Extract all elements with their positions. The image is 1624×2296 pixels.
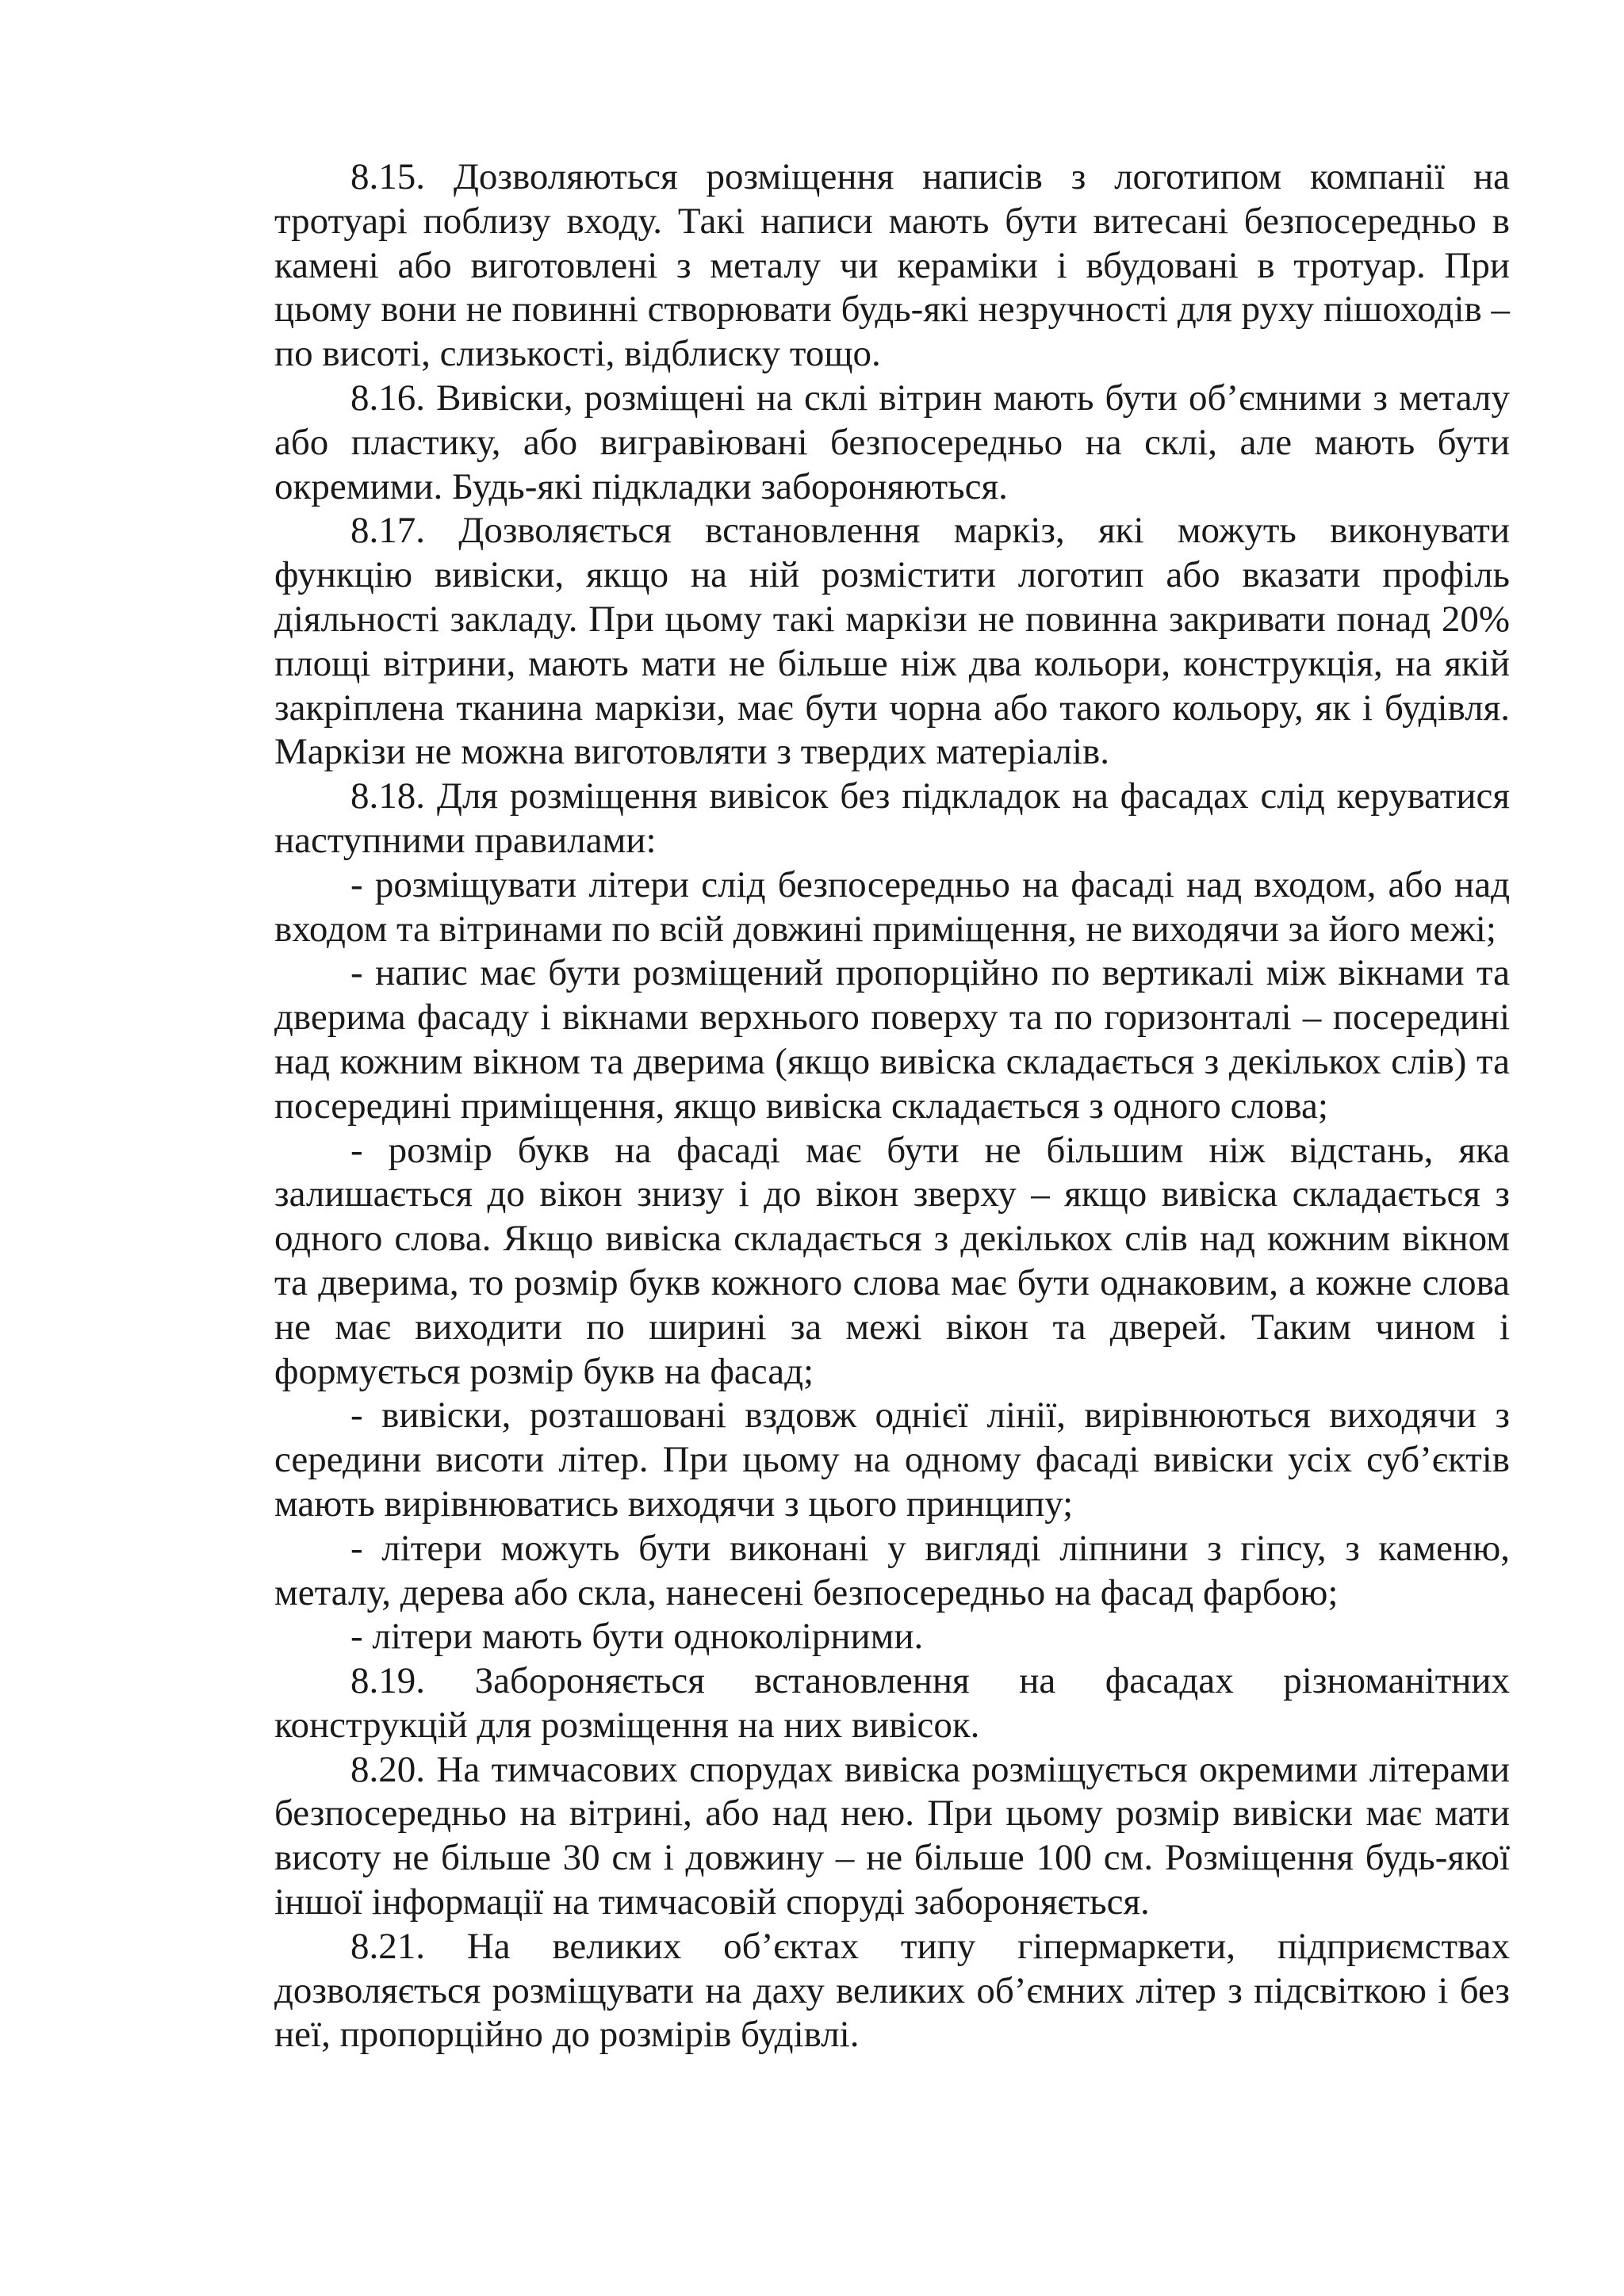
list-item-inscription-position: - напис має бути розміщений пропорційно по вертикалі між вікнами та дверима фасаду і вікнами верхнього поверху та по горизонталі – посередині над кожним вікном та дверима (якщо вивіска складається з декількох слів) та посередині приміщення, якщо вивіска складається з одного слова; xyxy=(274,952,1510,1127)
paragraph-8-21: 8.21. На великих об’єктах типу гіпермаркети, підприємствах дозволяється розміщувати на даху великих об’ємних літер з підсвіткою і без неї, пропорційно до розмірів будівлі. xyxy=(274,1925,1510,2056)
paragraph-8-20: 8.20. На тимчасових спорудах вивіска розміщується окремими літерами безпосередньо на вітрині, або над нею. При цьому розмір вивіски має мати висоту не більше 30 см і довжину – не більше 100 см. Розміщення будь-якої іншої інформації на тимчасовій споруді забороняється. xyxy=(274,1748,1510,1923)
list-item-single-color: - літери мають бути одноколірними. xyxy=(350,1616,924,1658)
document-body xyxy=(274,155,1510,2057)
list-item-letter-materials: - літери можуть бути виконані у вигляді ліпнини з гіпсу, з каменю, металу, дерева або скла, нанесені безпосередньо на фасад фарбою; xyxy=(274,1527,1510,1613)
paragraph-8-18: 8.18. Для розміщення вивісок без підкладок на фасадах слід керуватися наступними правилами: xyxy=(274,775,1510,861)
list-item-letters-placement: - розміщувати літери слід безпосередньо на фасаді над входом, або над входом та вітринами по всій довжині приміщення, не виходячи за його межі; xyxy=(274,863,1510,950)
list-item-letter-size: - розмір букв на фасаді має бути не більшим ніж відстань, яка залишається до вікон знизу і до вікон зверху – якщо вивіска складається з одного слова. Якщо вивіска складається з декількох слів над кожним вікном та дверима, то розмір букв кожного слова має бути однаковим, а кожне слова не має виходити по ширині за межі вікон та дверей. Таким чином і формується розмір букв на фасад; xyxy=(274,1129,1510,1392)
paragraph-8-15: 8.15. Дозволяються розміщення написів з логотипом компанії на тротуарі поблизу входу. Такі написи мають бути витесані безпосередньо в камені або виготовлені з металу чи кераміки і вбудовані в тротуар. При цьому вони не повинні створювати будь-які незручності для руху пішоходів – по висоті, слизькості, відблиску тощо. xyxy=(274,156,1510,375)
paragraph-8-17: 8.17. Дозволяється встановлення маркіз, які можуть виконувати функцію вивіски, якщо на ній розмістити логотип або вказати профіль діяльності закладу. При цьому такі маркізи не повинна закривати понад 20% площі вітрини, мають мати не більше ніж два кольори, конструкція, на якій закріплена тканина маркізи, має бути чорна або такого кольору, як і будівля. Маркізи не можна виготовляти з твердих матеріалів. xyxy=(274,510,1510,773)
paragraph-8-16: 8.16. Вивіски, розміщені на склі вітрин мають бути об’ємними з металу або пластику, або вигравіювані безпосередньо на склі, але мають бути окремими. Будь-які підкладки забороняються. xyxy=(274,377,1510,507)
list-item-alignment: - вивіски, розташовані вздовж однієї лінії, вирівнюються виходячи з середини висоти літер. При цьому на одному фасаді вивіски усіх суб’єктів мають вирівнюватись виходячи з цього принципу; xyxy=(274,1395,1510,1525)
paragraph-8-19: 8.19. Забороняється встановлення на фасадах різноманітних конструкцій для розміщення на них вивісок. xyxy=(274,1660,1510,1746)
